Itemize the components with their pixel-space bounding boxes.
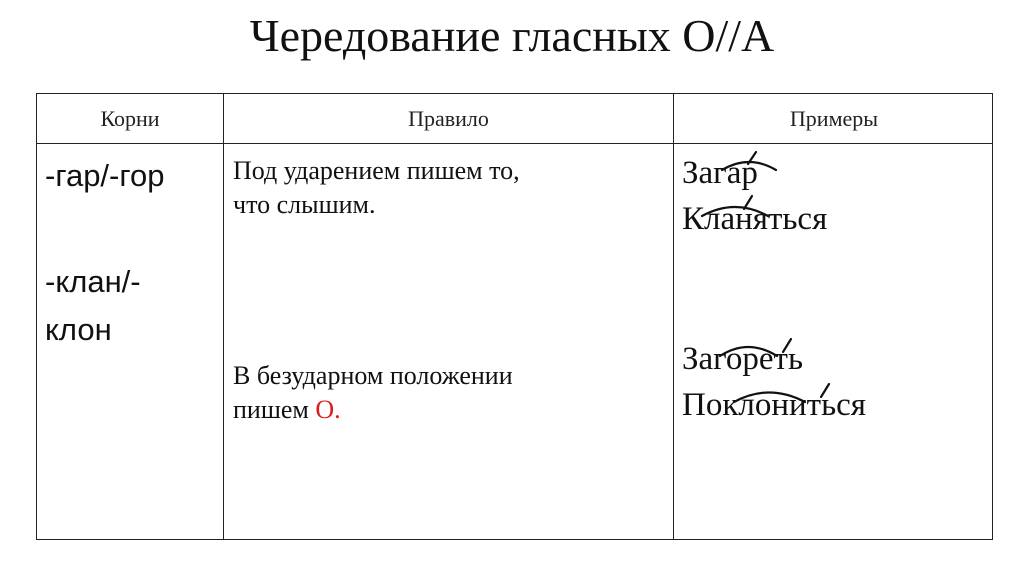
stress-mark-klanyatsya — [744, 196, 752, 209]
header-rule: Правило — [408, 106, 489, 131]
stress-mark-poklonitsya — [821, 384, 829, 397]
morpheme-marks — [37, 94, 994, 541]
rule-stressed-line2: что слышим. — [233, 190, 376, 219]
header-examples: Примеры — [789, 106, 879, 131]
vowel-o-highlight: О. — [315, 395, 341, 424]
rule-unstressed-line1: В безударном положении — [233, 361, 513, 390]
root-arc-poklonitsya — [734, 393, 805, 403]
slide-title: Чередование гласных О//А — [249, 10, 775, 61]
root-arc-zagoret — [720, 347, 777, 356]
root-arc-klanyatsya — [702, 207, 768, 216]
example-zagoret: Загореть — [682, 341, 804, 377]
rule-unstressed-prefix: пишем — [233, 395, 316, 424]
example-klanyatsya: Кланяться — [682, 201, 828, 237]
root-klon: клон — [45, 312, 112, 347]
root-klan: -клан/- — [45, 264, 141, 299]
example-poklonitsya: Поклониться — [682, 387, 866, 423]
rules-table — [36, 93, 993, 540]
header-roots: Корни — [100, 106, 160, 131]
stress-mark-zagoret — [783, 339, 791, 352]
root-gar-gor: -гар/-гор — [45, 158, 165, 193]
example-zagar: Загар — [682, 155, 758, 191]
rule-stressed-line1: Под ударением пишем то, — [233, 156, 520, 185]
